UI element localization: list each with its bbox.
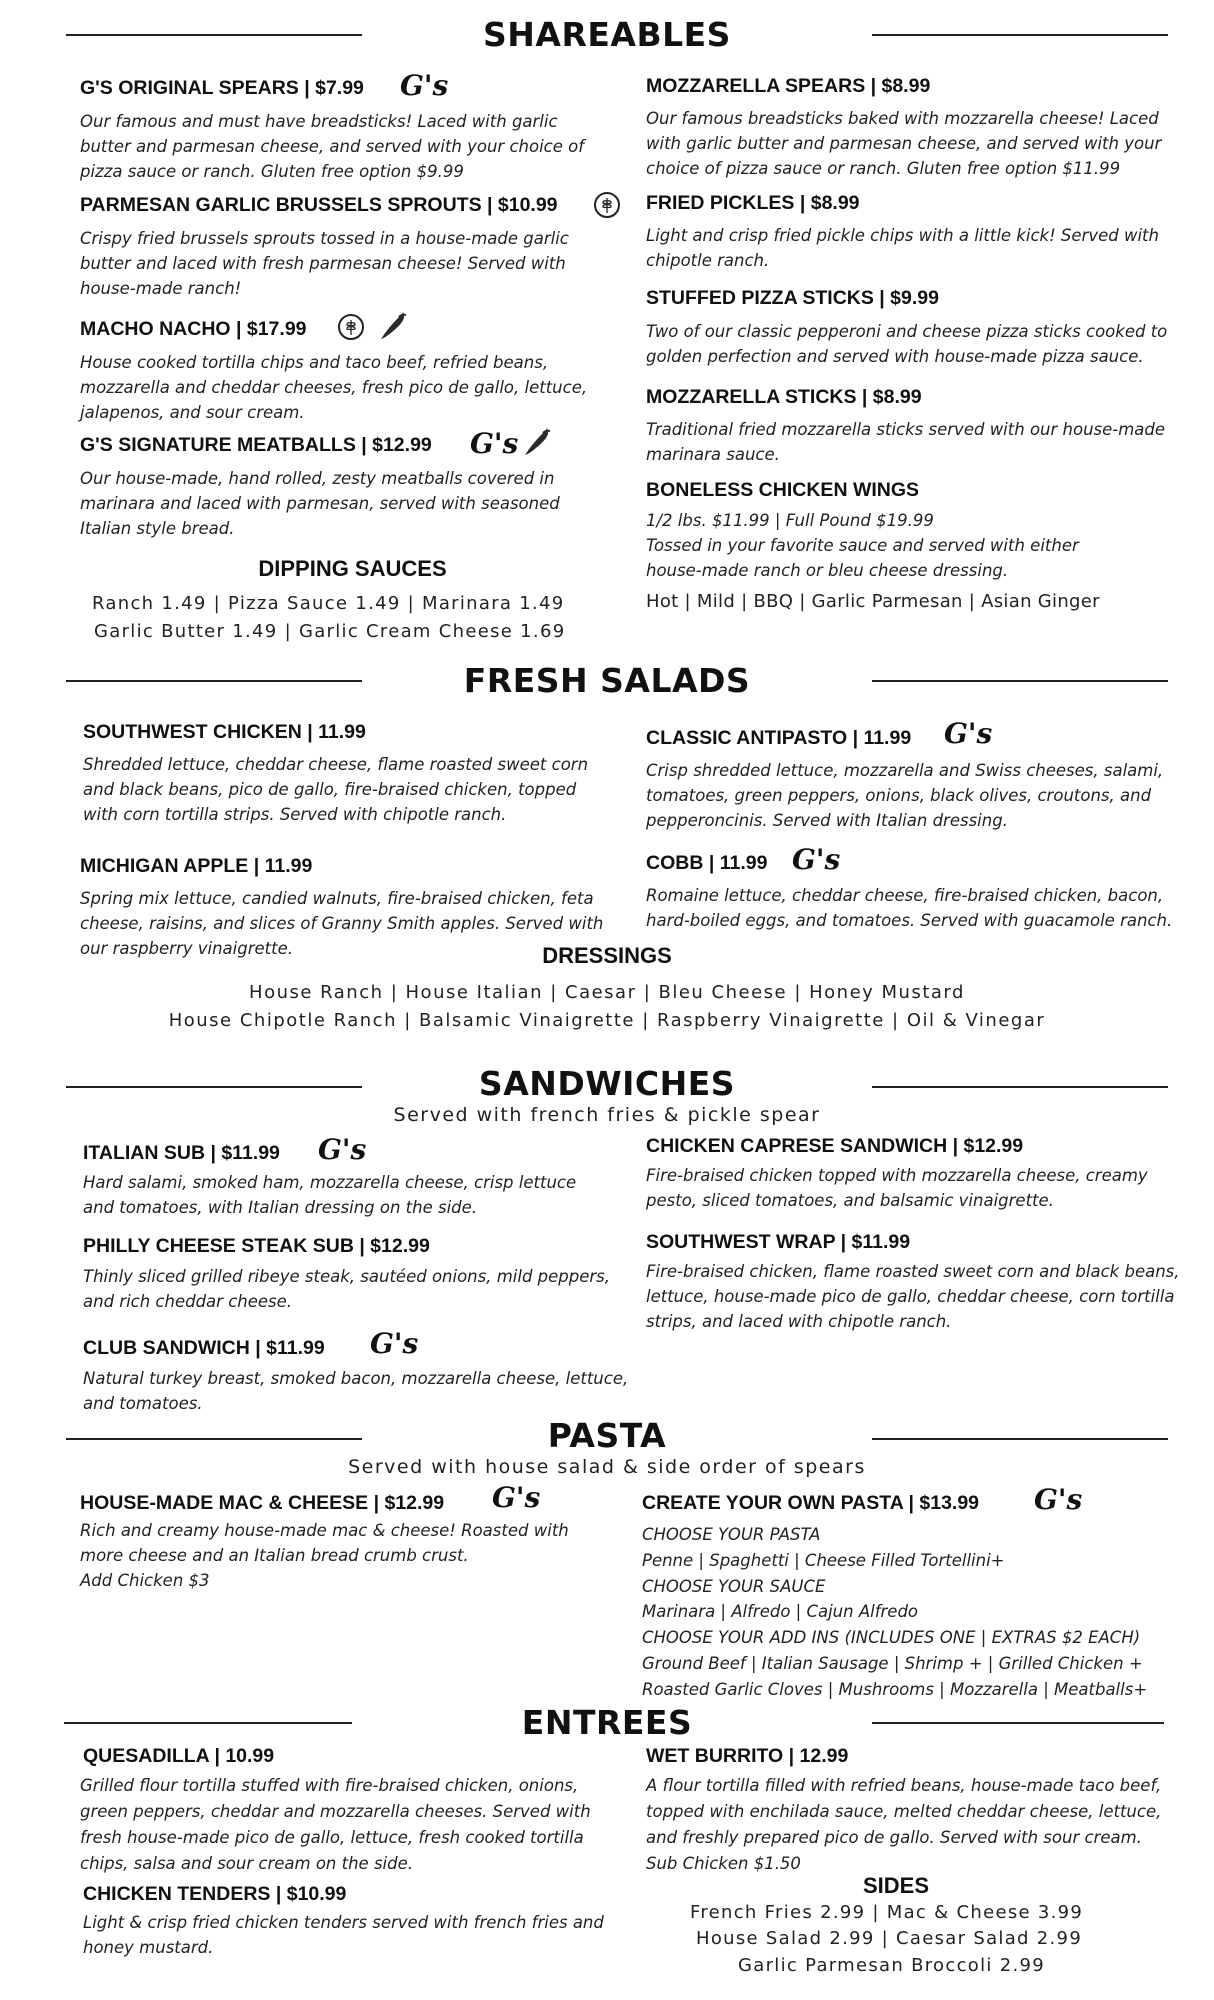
section-title-pasta: PASTA — [547, 1416, 667, 1455]
dipping-sauces-line: Garlic Butter 1.49 | Garlic Cream Cheese 1.69 — [94, 621, 566, 642]
menu-item-description: Crisp shredded lettuce, mozzarella and Swiss cheeses, salami, tomatoes, green peppers, onions, black olives, croutons, and pepperoncinis. Served with Italian dressing. — [646, 761, 1164, 830]
menu-item-description: Rich and creamy house-made mac & cheese! Roasted with more cheese and an Italian bread crumb crust. Add Chicken $3 — [80, 1521, 569, 1590]
menu-item-title: MOZZARELLA SPEARS | $8.99 — [646, 75, 931, 97]
menu-item-description: Traditional fried mozzarella sticks served with our house-made marinara sauce. — [646, 420, 1166, 464]
menu-item-description: Natural turkey breast, smoked bacon, mozzarella cheese, lettuce, and tomatoes. — [83, 1369, 629, 1413]
menu-item-description: Light & crisp fried chicken tenders served with french fries and honey mustard. — [83, 1913, 604, 1957]
section-title-entrees: ENTREES — [521, 1703, 693, 1742]
menu-item-title: CHICKEN CAPRESE SANDWICH | $12.99 — [646, 1135, 1024, 1157]
menu-item-description: Our house-made, hand rolled, zesty meatballs covered in marinara and laced with parmesan, served with seasoned Italian style bread. — [80, 469, 560, 538]
spicy-pepper-icon — [520, 424, 556, 460]
menu-item-title: STUFFED PIZZA STICKS | $9.99 — [646, 287, 939, 309]
section-title-salads: FRESH SALADS — [463, 661, 751, 700]
menu-item-description: Fire-braised chicken topped with mozzarella cheese, creamy pesto, sliced tomatoes, and balsamic vinaigrette. — [646, 1166, 1148, 1210]
menu-item-title: WET BURRITO | 12.99 — [646, 1745, 849, 1767]
dressings-line: House Chipotle Ranch | Balsamic Vinaigrette | Raspberry Vinaigrette | Oil & Vinegar — [168, 1010, 1046, 1031]
menu-item-title: QUESADILLA | 10.99 — [83, 1745, 275, 1767]
menu-item-title: ITALIAN SUB | $11.99 — [83, 1142, 280, 1164]
menu-item-title: CHICKEN TENDERS | $10.99 — [83, 1883, 347, 1905]
menu-item-description: Our famous breadsticks baked with mozzarella cheese! Laced with garlic butter and parmesan cheese, and served with your choice of pizza sauce or ranch. Gluten free option $11.99 — [646, 109, 1162, 178]
gs-signature-icon: G's — [792, 843, 841, 876]
gluten-free-wheat-icon — [338, 314, 364, 340]
menu-item-title: COBB | 11.99 — [646, 852, 768, 874]
gs-signature-icon: G's — [400, 69, 449, 102]
menu-item-description: Grilled flour tortilla stuffed with fire-braised chicken, onions, green peppers, cheddar and mozzarella cheeses. Served with fresh house-made pico de gallo, lettuce, fresh cooked tortilla chips, salsa and sour cream on the side. — [80, 1776, 591, 1873]
dressings-heading: DRESSINGS — [542, 943, 672, 968]
menu-item-title: PARMESAN GARLIC BRUSSELS SPROUTS | $10.99 — [80, 194, 558, 216]
wing-sauce-options: Hot | Mild | BBQ | Garlic Parmesan | Asian Ginger — [646, 591, 1100, 612]
sides-heading: SIDES — [862, 1873, 930, 1898]
gluten-free-wheat-icon — [594, 192, 620, 218]
section-title-shareables: SHAREABLES — [483, 15, 731, 54]
sides-line: House Salad 2.99 | Caesar Salad 2.99 — [696, 1928, 1083, 1949]
section-subtitle: Served with house salad & side order of spears — [348, 1456, 866, 1478]
gs-signature-icon: G's — [370, 1327, 419, 1360]
menu-item-description: A flour tortilla filled with refried beans, house-made taco beef, topped with enchilada sauce, melted cheddar cheese, lettuce, and freshly prepared pico de gallo. Served with sour cream. Sub Chicken $1.50 — [646, 1776, 1162, 1873]
menu-item-description: 1/2 lbs. $11.99 | Full Pound $19.99 Tossed in your favorite sauce and served with either house-made ranch or bleu cheese dressing. — [646, 511, 1079, 580]
menu-item-title: PHILLY CHEESE STEAK SUB | $12.99 — [83, 1235, 430, 1257]
menu-item-description: CHOOSE YOUR PASTA Penne | Spaghetti | Cheese Filled Tortellini+ CHOOSE YOUR SAUCE Marinara | Alfredo | Cajun Alfredo CHOOSE YOUR ADD INS (INCLUDES ONE | EXTRAS $2 EACH) Ground Beef | Italian Sausage | Shrimp + | Grilled Chicken + Roasted Garlic Cloves | Mushrooms | Mozzarella | Meatballs+ — [642, 1525, 1148, 1699]
section-title-sandwiches: SANDWICHES — [478, 1064, 736, 1103]
spicy-pepper-icon — [376, 308, 412, 344]
menu-item-description: Spring mix lettuce, candied walnuts, fire-braised chicken, feta cheese, raisins, and slices of Granny Smith apples. Served with our raspberry vinaigrette. — [80, 889, 604, 958]
gs-signature-icon: G's — [1034, 1483, 1083, 1516]
menu-item-description: House cooked tortilla chips and taco beef, refried beans, mozzarella and cheddar cheeses, fresh pico de gallo, lettuce, jalapenos, and sour cream. — [80, 353, 588, 422]
menu-item-description: Thinly sliced grilled ribeye steak, sautéed onions, mild peppers, and rich cheddar cheese. — [83, 1267, 611, 1311]
sides-line: French Fries 2.99 | Mac & Cheese 3.99 — [690, 1902, 1084, 1923]
menu-item-title: BONELESS CHICKEN WINGS — [646, 479, 920, 501]
menu-item-title: G'S SIGNATURE MEATBALLS | $12.99 — [80, 434, 432, 456]
menu-item-description: Shredded lettuce, cheddar cheese, flame roasted sweet corn and black beans, pico de gallo, fire-braised chicken, topped with corn tortilla strips. Served with chipotle ranch. — [83, 755, 589, 824]
menu-item-description: Hard salami, smoked ham, mozzarella cheese, crisp lettuce and tomatoes, with Italian dressing on the side. — [83, 1173, 577, 1217]
menu-item-title: MACHO NACHO | $17.99 — [80, 318, 307, 340]
gs-signature-icon: G's — [944, 717, 993, 750]
menu-item-title: G'S ORIGINAL SPEARS | $7.99 — [80, 77, 364, 99]
menu-item-description: Romaine lettuce, cheddar cheese, fire-braised chicken, bacon, hard-boiled eggs, and tomatoes. Served with guacamole ranch. — [646, 886, 1173, 930]
section-subtitle: Served with french fries & pickle spear — [393, 1104, 821, 1126]
gs-signature-icon: G's — [318, 1133, 367, 1166]
sides-line: Garlic Parmesan Broccoli 2.99 — [738, 1955, 1045, 1976]
menu-item-title: HOUSE-MADE MAC & CHEESE | $12.99 — [80, 1492, 445, 1514]
menu-item-title: CLUB SANDWICH | $11.99 — [83, 1337, 325, 1359]
menu-item-title: FRIED PICKLES | $8.99 — [646, 192, 860, 214]
menu-item-description: Light and crisp fried pickle chips with a little kick! Served with chipotle ranch. — [646, 226, 1159, 270]
dipping-sauces-heading: DIPPING SAUCES — [258, 556, 447, 581]
menu-item-title: SOUTHWEST WRAP | $11.99 — [646, 1231, 911, 1253]
menu-item-description: Two of our classic pepperoni and cheese pizza sticks cooked to golden perfection and served with house-made pizza sauce. — [646, 322, 1168, 366]
gs-signature-icon: G's — [492, 1481, 541, 1514]
menu-item-title: MICHIGAN APPLE | 11.99 — [80, 855, 313, 877]
dipping-sauces-line: Ranch 1.49 | Pizza Sauce 1.49 | Marinara 1.49 — [92, 593, 565, 614]
menu-item-title: MOZZARELLA STICKS | $8.99 — [646, 386, 922, 408]
menu-item-title: CREATE YOUR OWN PASTA | $13.99 — [642, 1492, 980, 1514]
menu-item-title: CLASSIC ANTIPASTO | 11.99 — [646, 727, 912, 749]
menu-item-description: Crispy fried brussels sprouts tossed in a house-made garlic butter and laced with fresh parmesan cheese! Served with house-made ranch! — [80, 229, 569, 298]
menu-item-description: Our famous and must have breadsticks! Laced with garlic butter and parmesan cheese, and served with your choice of pizza sauce or ranch. Gluten free option $9.99 — [80, 112, 585, 181]
dressings-line: House Ranch | House Italian | Caesar | Bleu Cheese | Honey Mustard — [249, 982, 965, 1003]
gs-signature-icon: G's — [470, 427, 519, 460]
menu-item-description: Fire-braised chicken, flame roasted sweet corn and black beans, lettuce, house-made pico de gallo, cheddar cheese, corn tortilla strips, and laced with chipotle ranch. — [646, 1262, 1180, 1331]
menu-item-title: SOUTHWEST CHICKEN | 11.99 — [83, 721, 366, 743]
